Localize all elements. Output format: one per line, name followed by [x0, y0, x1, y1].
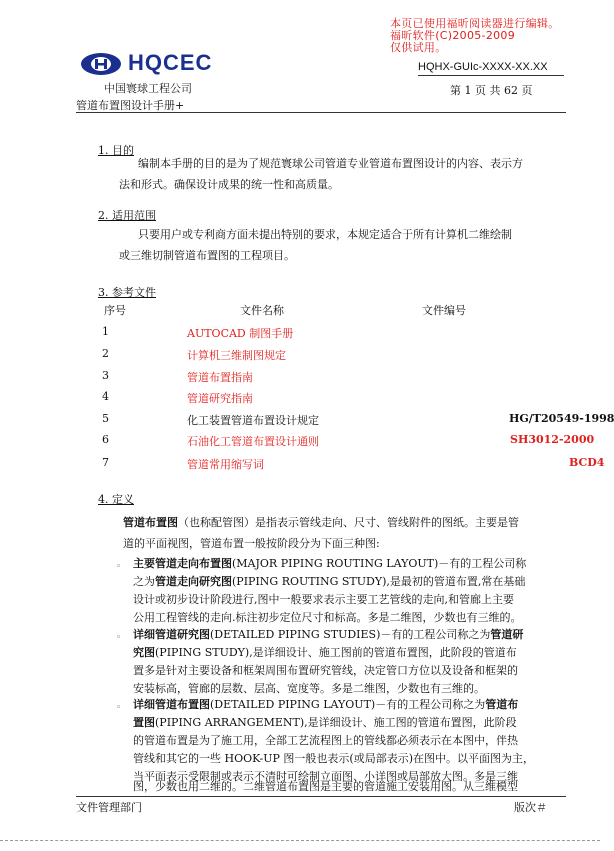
row-no: 3	[102, 369, 109, 382]
col-code-header: 文件编号	[422, 304, 466, 317]
bullet-line: 当平面表示受限制或表示不清时可绘制立面图、小详图或局部放大图。多是三维	[133, 770, 518, 783]
text: (DETAILED PIPING LAYOUT)－有的工程公司称之为	[210, 698, 486, 711]
section-4-title: 4. 定义	[98, 493, 134, 506]
row-name-link[interactable]: AUTOCAD 制图手册	[187, 327, 294, 340]
header-rule	[76, 112, 566, 113]
bullet-line: 安装标高，管廊的层数、层高、宽度等。多是二维图，少数也有三维的。	[133, 682, 485, 695]
manual-title: 管道布置图设计手册+	[76, 99, 185, 112]
row-code: HG/T20549-1998	[509, 412, 614, 425]
watermark-line: 仅供试用。	[390, 41, 447, 54]
watermark-line: 本页已使用福昕阅读器进行编辑。	[390, 17, 560, 30]
bullet-line: 的管道布置是为了施工用，全部工艺流程图上的管线都必须表示在本图中，伴热	[133, 734, 518, 747]
row-no: 6	[102, 433, 109, 446]
section-1-title: 1. 目的	[98, 144, 134, 157]
term: 置图	[133, 716, 155, 729]
term: 主要管道走向布置图	[133, 557, 232, 570]
bullet-icon: ◦	[116, 703, 122, 713]
bullet-line: 图，少数也用二维的。二维管道布置图是主要的管道施工安装用图。从三维模型	[133, 780, 518, 793]
row-name: 化工装置管道布置设计规定	[187, 414, 319, 427]
page-info: 第 1 页 共 62 页	[450, 84, 533, 97]
text: (PIPING ROUTING STUDY),是最初的管道布置,常在基础	[232, 575, 526, 588]
row-name-link[interactable]: 管道常用缩写词	[187, 458, 264, 471]
doc-number: HQHX-GUIc-XXXX-XX.XX	[418, 61, 548, 73]
row-code-link[interactable]: BCD4	[569, 456, 605, 469]
section-2-line: 只要用户或专利商方面未提出特别的要求，本规定适合于所有计算机二维绘制	[138, 228, 512, 241]
row-code-link[interactable]: SH3012-2000	[510, 433, 595, 446]
brand-name: HQCEC	[128, 50, 213, 75]
section-1-line: 法和形式。确保设计成果的统一性和高质量。	[119, 178, 339, 191]
footer-rule	[76, 796, 566, 797]
section-1-line: 编制本手册的目的是为了规范寰球公司管道专业管道布置图设计的内容、表示方	[138, 157, 523, 170]
bullet-line: 置多是针对主要设备和框架周围布置研究管线，决定管口方位以及设备和框架的	[133, 664, 518, 677]
col-name-header: 文件名称	[240, 304, 284, 317]
text: (PIPING STUDY),是详细设计、施工图前的管道布置图，此阶段的管道布	[155, 646, 517, 659]
watermark-line: 福昕软件(C)2005-2009	[390, 29, 516, 42]
definition-intro	[123, 512, 519, 533]
footer-version: 版次＃	[514, 801, 547, 814]
text: (MAJOR PIPING ROUTING LAYOUT)－有的工程公司称	[232, 557, 527, 570]
bullet-icon: ◦	[116, 562, 122, 572]
bullet-line: 公用工程管线的走向.标注初步定位尺寸和标高。多是二维图，少数也有三维的。	[133, 611, 522, 624]
term: 管道研	[490, 628, 524, 641]
bullet-icon: ◦	[116, 633, 122, 643]
bullet-line: 管线和其它的一些 HOOK-UP 图一般也表示(或局部表示)在图中。以平面图为主，	[133, 752, 535, 765]
edit-watermark	[390, 18, 560, 54]
term: 管道布	[485, 698, 519, 711]
term: 究图	[133, 646, 155, 659]
row-no: 7	[102, 456, 109, 469]
row-no: 2	[102, 347, 109, 360]
row-name-link[interactable]: 管道布置指南	[187, 371, 253, 384]
row-no: 1	[102, 325, 109, 338]
text: (DETAILED PIPING STUDIES)－有的工程公司称之为	[210, 628, 491, 641]
row-name-link[interactable]: 计算机三维制图规定	[187, 349, 286, 362]
row-name-link[interactable]: 石油化工管道布置设计通则	[187, 435, 319, 448]
company-name: 中国寰球工程公司	[104, 82, 192, 95]
footer-department: 文件管理部门	[76, 801, 142, 814]
term: 管道走向研究图	[155, 575, 232, 588]
term: 详细管道研究图	[133, 628, 210, 641]
term: 管道布置图	[123, 516, 178, 529]
text: (PIPING ARRANGEMENT),是详细设计、施工图的管道布置图，此阶段	[155, 716, 517, 729]
bullet-line: 设计或初步设计阶段进行,图中一般要求表示主要工艺管线的走向,和管廊上主要	[133, 593, 514, 606]
row-no: 4	[102, 390, 109, 403]
page-edge-divider	[0, 840, 600, 841]
term: 详细管道布置图	[133, 698, 210, 711]
section-2-title: 2. 适用范围	[98, 209, 156, 222]
text: （也称配管图）是指表示管线走向、尺寸、管线附件的图纸。主要是管	[178, 516, 519, 529]
col-no-header: 序号	[104, 304, 126, 317]
header-divider	[418, 75, 564, 76]
hqcec-logo-icon	[80, 52, 122, 76]
section-2-line: 或三维切制管道布置图的工程项目。	[119, 249, 295, 262]
section-3-title: 3. 参考文件	[98, 286, 156, 299]
row-no: 5	[102, 412, 109, 425]
definition-intro-line: 道的平面视图，管道布置一般按阶段分为下面三种图:	[123, 537, 380, 550]
row-name-link[interactable]: 管道研究指南	[187, 392, 253, 405]
text: 之为	[133, 575, 155, 588]
